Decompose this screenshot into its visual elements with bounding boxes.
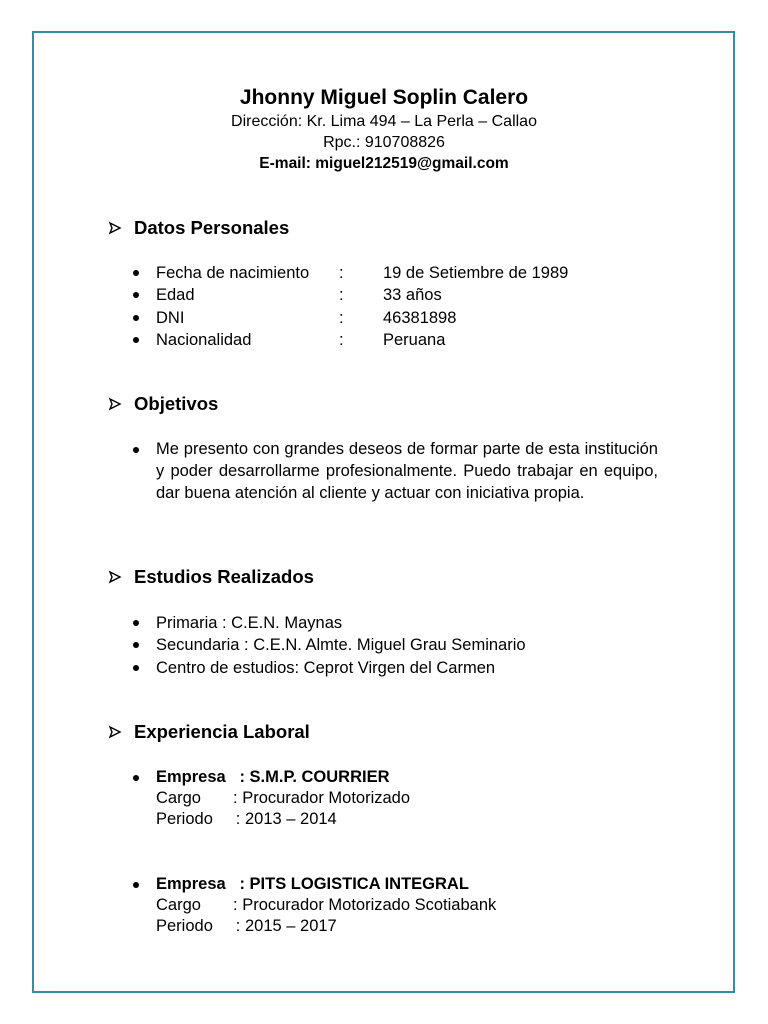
personal-value: 46381898 [383,309,457,327]
page-border [32,31,735,993]
personal-value: 33 años [383,286,442,304]
job-company: Empresa : PITS LOGISTICA INTEGRAL [156,875,469,893]
personal-label: Fecha de nacimiento [156,264,310,282]
personal-sep: : [339,286,344,304]
section-heading-experience [108,720,310,744]
personal-sep: : [339,331,344,349]
study-item: Centro de estudios: Ceprot Virgen del Carmen [156,659,496,677]
personal-value: Peruana [383,331,446,349]
personal-label: Nacionalidad [156,331,252,349]
study-item: Primaria : C.E.N. Maynas [156,614,343,632]
bullet-icon [133,292,139,298]
address-line: Dirección: Kr. Lima 494 – La Perla – Callao [231,113,537,130]
bullet-icon [133,447,139,453]
section-heading-personal [108,216,289,240]
email-line: E-mail: miguel212519@gmail.com [259,155,509,172]
section-title: Objetivos [134,393,219,414]
personal-sep: : [339,264,344,282]
job-periodo: Periodo : 2013 – 2014 [156,810,337,828]
bullet-icon [133,315,139,321]
bullet-icon [133,642,139,648]
arrow-bullet-icon [108,392,134,416]
section-heading-objectives [108,392,218,416]
personal-label: DNI [156,309,185,327]
bullet-icon [133,270,139,276]
personal-value: 19 de Setiembre de 1989 [383,264,569,282]
job-company: Empresa : S.M.P. COURRIER [156,768,390,786]
section-title: Estudios Realizados [134,566,314,587]
study-item: Secundaria : C.E.N. Almte. Miguel Grau Seminario [156,636,526,654]
bullet-icon [133,620,139,626]
arrow-bullet-icon [108,720,134,744]
candidate-name: Jhonny Miguel Soplin Calero [239,86,529,109]
job-cargo: Cargo : Procurador Motorizado Scotiabank [156,896,497,914]
job-periodo: Periodo : 2015 – 2017 [156,917,337,935]
personal-sep: : [339,309,344,327]
section-title: Datos Personales [134,217,290,238]
arrow-bullet-icon [108,216,134,240]
phone-line: Rpc.: 910708826 [323,134,445,151]
objectives-text: Me presento con grandes deseos de formar parte de esta institución y poder desarrollarme profesionalmente. Puedo trabajar en equipo, dar buena atención al cliente y actuar con iniciativa propia. [156,440,658,502]
job-cargo: Cargo : Procurador Motorizado [156,789,411,807]
section-heading-studies [108,565,314,589]
bullet-icon [133,775,139,781]
section-title: Experiencia Laboral [134,721,310,742]
bullet-icon [133,337,139,343]
bullet-icon [133,882,139,888]
arrow-bullet-icon [108,565,134,589]
bullet-icon [133,665,139,671]
personal-label: Edad [156,286,195,304]
